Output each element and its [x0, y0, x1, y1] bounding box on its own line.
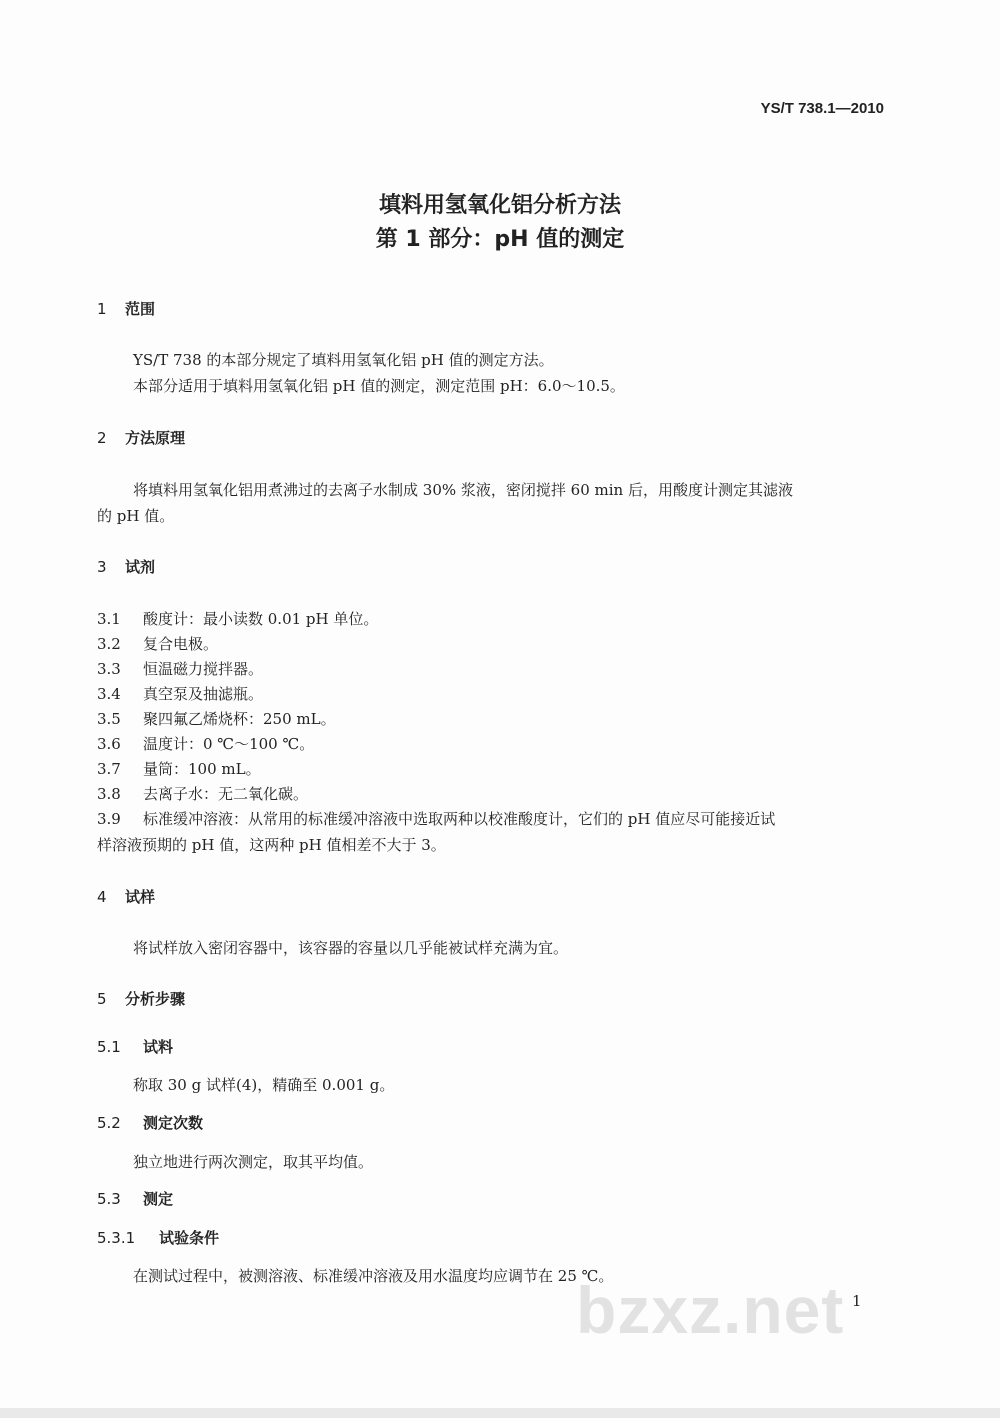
section-1-heading	[97, 299, 155, 319]
subsection-5-3-heading	[97, 1189, 173, 1209]
item-number: 3.8	[97, 785, 121, 803]
paragraph: 称取 30 g 试样(4)，精确至 0.001 g。	[133, 1076, 395, 1094]
item-text: 复合电极。	[143, 635, 219, 653]
list-item-continuation: 样溶液预期的 pH 值，这两种 pH 值相差不大于 3。	[97, 836, 446, 854]
list-item	[97, 759, 261, 779]
section-title: 分析步骤	[125, 990, 186, 1008]
section-title: 测定次数	[143, 1114, 204, 1132]
section-number: 5	[97, 990, 107, 1008]
section-number: 1	[97, 300, 107, 318]
paragraph: 独立地进行两次测定，取其平均值。	[133, 1153, 374, 1171]
list-item	[97, 634, 218, 654]
paragraph: 将填料用氢氧化铝用煮沸过的去离子水制成 30% 浆液，密闭搅拌 60 min 后，用酸度计测定其滤液	[133, 481, 793, 499]
item-number: 3.5	[97, 710, 121, 728]
subsection-5-1-heading	[97, 1037, 173, 1057]
item-text: 标准缓冲溶液：从常用的标准缓冲溶液中选取两种以校准酸度计，它们的 pH 值应尽可能接近试	[143, 810, 776, 828]
list-item	[97, 684, 263, 704]
item-text: 温度计：0 ℃～100 ℃。	[143, 735, 315, 753]
item-text: 酸度计：最小读数 0.01 pH 单位。	[143, 610, 379, 628]
section-title: 范围	[125, 300, 156, 318]
list-item	[97, 734, 314, 754]
paragraph: YS/T 738 的本部分规定了填料用氢氧化铝 pH 值的测定方法。	[133, 351, 554, 369]
section-4-heading	[97, 887, 155, 907]
item-text: 去离子水：无二氧化碳。	[143, 785, 309, 803]
list-item	[97, 709, 336, 729]
section-number: 5.3	[97, 1190, 121, 1208]
item-number: 3.4	[97, 685, 121, 703]
page-number: 1	[852, 1292, 862, 1310]
item-number: 3.9	[97, 810, 121, 828]
item-number: 3.6	[97, 735, 121, 753]
section-5-heading	[97, 989, 185, 1009]
subsection-5-3-1-heading	[97, 1228, 219, 1248]
item-text: 恒温磁力搅拌器。	[143, 660, 264, 678]
item-number: 3.7	[97, 760, 121, 778]
document-subtitle: 第 1 部分：pH 值的测定	[375, 227, 625, 252]
page-bottom-edge	[0, 1408, 1000, 1418]
paragraph: 的 pH 值。	[97, 507, 175, 525]
list-item	[97, 784, 308, 804]
item-text: 聚四氟乙烯烧杯：250 mL。	[143, 710, 336, 728]
section-number: 3	[97, 558, 107, 576]
section-title: 试验条件	[159, 1229, 220, 1247]
section-title: 试剂	[125, 558, 156, 576]
item-number: 3.3	[97, 660, 121, 678]
section-number: 2	[97, 429, 107, 447]
section-3-heading	[97, 557, 155, 577]
subsection-5-2-heading	[97, 1113, 203, 1133]
standard-code: YS/T 738.1—2010	[760, 100, 884, 117]
section-number: 5.2	[97, 1114, 121, 1132]
item-text: 量筒：100 mL。	[143, 760, 261, 778]
section-title: 测定	[143, 1190, 174, 1208]
section-number: 5.1	[97, 1038, 121, 1056]
section-title: 方法原理	[125, 429, 186, 447]
paragraph: 将试样放入密闭容器中，该容器的容量以几乎能被试样充满为宜。	[133, 939, 569, 957]
list-item	[97, 659, 263, 679]
paragraph: 本部分适用于填料用氢氧化铝 pH 值的测定，测定范围 pH：6.0～10.5。	[133, 377, 625, 395]
document-title: 填料用氢氧化铝分析方法	[378, 193, 621, 218]
paragraph: 在测试过程中，被测溶液、标准缓冲溶液及用水温度均应调节在 25 ℃。	[133, 1267, 614, 1285]
section-number: 4	[97, 888, 107, 906]
list-item	[97, 809, 775, 829]
list-item	[97, 609, 378, 629]
section-number: 5.3.1	[97, 1229, 136, 1247]
watermark: bzxz.net	[576, 1273, 845, 1347]
item-number: 3.1	[97, 610, 121, 628]
section-title: 试料	[143, 1038, 174, 1056]
item-number: 3.2	[97, 635, 121, 653]
section-title: 试样	[125, 888, 156, 906]
section-2-heading	[97, 428, 185, 448]
item-text: 真空泵及抽滤瓶。	[143, 685, 264, 703]
